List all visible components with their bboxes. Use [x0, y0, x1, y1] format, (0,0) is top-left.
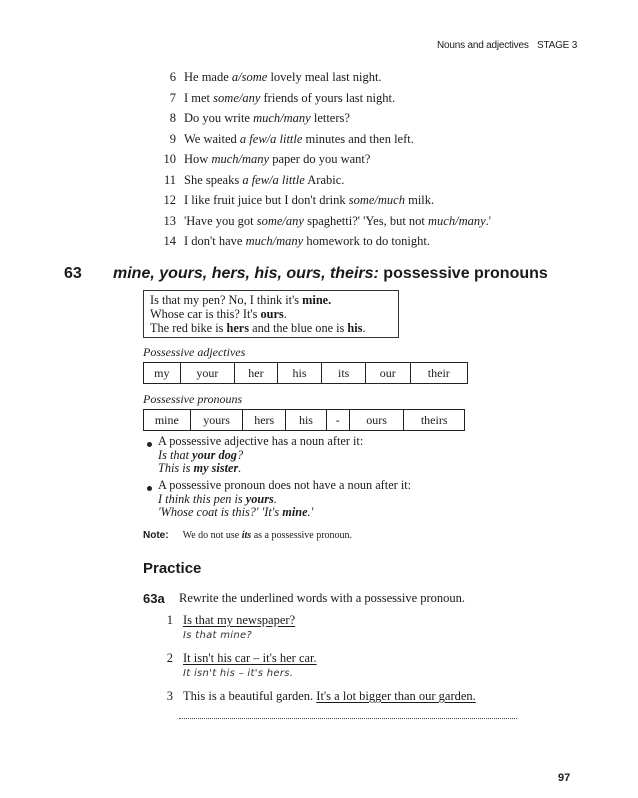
exercise-number: 12: [163, 193, 176, 207]
exercise-number: 8: [169, 111, 176, 125]
exercise-number: 10: [163, 152, 176, 166]
possessive-adjective-cell: your: [180, 363, 235, 383]
practice-heading: Practice: [143, 560, 202, 577]
page-number: 97: [558, 772, 571, 784]
bullet-dot: [147, 486, 152, 491]
exercise-number: 6: [169, 70, 176, 84]
choice-words: some/any: [256, 213, 304, 228]
exercise-number: 13: [163, 213, 176, 228]
exercise-sentence: We waited a few/a little minutes and then left.: [184, 131, 414, 146]
choice-words: a/some: [231, 70, 268, 84]
possessive-pronoun-cell: yours: [190, 410, 243, 430]
underlined-words: It isn't his car – it's her car.: [183, 651, 317, 665]
practice-item-number: 3: [166, 689, 173, 703]
bullet-dot: [147, 442, 152, 447]
underlined-words: It's a lot bigger than our garden.: [316, 689, 476, 703]
possessive-pronoun-cell: hers: [242, 410, 285, 430]
possessive-adjectives-table: [143, 362, 468, 384]
possessive-pronouns-table: [143, 409, 465, 431]
exercise-sentence: Do you write much/many letters?: [184, 111, 350, 125]
possessive-pronoun-cell: his: [285, 410, 326, 430]
possessive-adjective-cell: his: [277, 363, 322, 383]
choice-words: much/many: [428, 213, 486, 228]
answer-line-item-3[interactable]: [179, 718, 517, 719]
choice-words: some/any: [213, 90, 261, 105]
bullet-adjective-example-1: Is that your dog?: [158, 447, 244, 462]
practice-item-number: 2: [166, 651, 173, 665]
possessive-pronouns-caption: Possessive pronouns: [143, 392, 243, 406]
possessive-adjective-cell: my: [154, 365, 170, 380]
exercise-sentence: He made a/some lovely meal last night.: [184, 70, 382, 84]
exercise-number: 11: [163, 172, 176, 187]
practice-item-answer: Is that mine?: [183, 630, 253, 641]
choice-words: much/many: [253, 111, 311, 125]
task-id: 63a: [143, 591, 165, 606]
possessive-adjective-cell: our: [365, 363, 410, 383]
possessive-adjectives-caption: Possessive adjectives: [143, 345, 246, 359]
exercise-sentence: I don't have much/many homework to do tonight.: [184, 234, 430, 248]
choice-words: much/many: [245, 234, 304, 248]
choice-words: a few/a little: [239, 131, 303, 146]
exercise-sentence: I met some/any friends of yours last night.: [184, 90, 396, 105]
bullet-pronoun: [158, 479, 411, 520]
possessive-pronoun-cell: -: [326, 410, 349, 430]
section-title-italic: mine, yours, hers, his, ours, theirs:: [113, 265, 379, 282]
note-label: Note:: [143, 530, 169, 541]
possessive-adjective-cell: her: [234, 363, 277, 383]
possessive-pronoun-cell: mine: [154, 412, 179, 427]
bullet-pronoun-example-2: 'Whose coat is this?' 'It's mine.': [158, 505, 314, 519]
possessive-pronoun-cell: ours: [349, 410, 404, 430]
section-title: [113, 265, 548, 283]
possessive-adjective-cell: its: [321, 363, 365, 383]
practice-item-sentence: [183, 651, 317, 666]
exercise-number: 7: [169, 90, 176, 105]
example-line-2: Whose car is this? It's ours.: [150, 307, 287, 321]
bullet-pronoun-example-1: I think this pen is yours.: [158, 491, 277, 506]
running-header-section: Nouns and adjectives: [437, 40, 529, 51]
choice-words: some/much: [348, 193, 405, 207]
exercise-sentence: She speaks a few/a little Arabic.: [184, 172, 345, 187]
choice-words: a few/a little: [242, 172, 305, 187]
underlined-words: Is that my newspaper?: [183, 613, 296, 627]
practice-item-sentence: [183, 613, 295, 628]
practice-item-sentence: This is a beautiful garden. It's a lot bigger than our garden.: [183, 689, 476, 703]
note: Note: We do not use its as a possessive pronoun.: [143, 530, 353, 541]
running-header-stage: STAGE 3: [537, 40, 578, 51]
exercise-sentence: How much/many paper do you want?: [184, 152, 371, 166]
example-box: [143, 290, 399, 338]
section-title-rest: possessive pronouns: [378, 265, 548, 282]
possessive-pronoun-cell: theirs: [403, 410, 464, 430]
section-number: 63: [64, 265, 82, 282]
task-instruction: Rewrite the underlined words with a possessive pronoun.: [179, 591, 466, 605]
bullet-pronoun-text: A possessive pronoun does not have a noun after it:: [158, 478, 412, 492]
choice-words: much/many: [211, 152, 270, 166]
practice-item-answer: It isn't his – it's hers.: [183, 668, 294, 679]
exercise-sentence: I like fruit juice but I don't drink some/much milk.: [184, 193, 435, 207]
practice-item-number: 1: [166, 613, 173, 627]
exercise-number: 9: [169, 131, 176, 146]
exercise-sentence: 'Have you got some/any spaghetti?' 'Yes, but not much/many.': [184, 213, 492, 228]
exercise-number: 14: [163, 234, 176, 248]
example-line-1: Is that my pen? No, I think it's mine.: [150, 293, 332, 307]
possessive-adjective-cell: their: [410, 363, 467, 383]
bullet-adjective-example-2: This is my sister.: [158, 461, 242, 475]
example-line-3: The red bike is hers and the blue one is his.: [150, 321, 366, 335]
bullet-adjective-text: A possessive adjective has a noun after it:: [158, 434, 364, 448]
bullet-adjective: [158, 435, 363, 476]
